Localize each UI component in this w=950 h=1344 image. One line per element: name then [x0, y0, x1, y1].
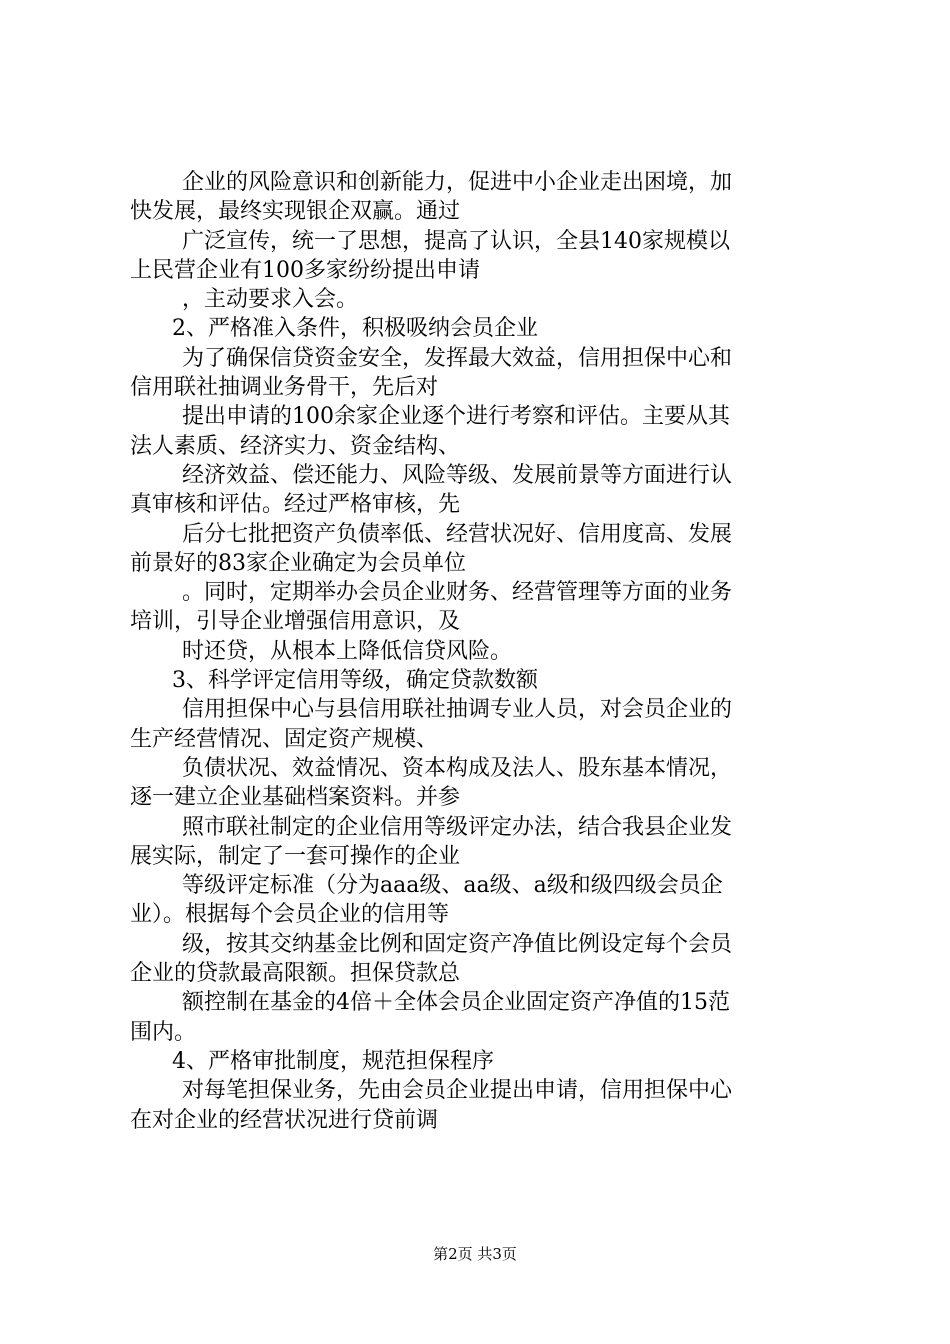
paragraph-line: 广泛宣传，统一了思想，提高了认识，全县140家规模以	[182, 228, 730, 254]
paragraph-line: 。同时，定期举办会员企业财务、经营管理等方面的业务	[182, 580, 733, 606]
paragraph-line: 生产经营情况、固定资产规模、	[130, 726, 439, 752]
paragraph-line: 负债状况、效益情况、资本构成及法人、股东基本情况，	[182, 755, 733, 781]
paragraph-line: 逐一建立企业基础档案资料。并参	[130, 785, 461, 811]
paragraph-line: 企业的贷款最高限额。担保贷款总	[130, 961, 461, 987]
paragraph-line: 企业的风险意识和创新能力，促进中小企业走出困境，加	[182, 170, 733, 195]
paragraph-line: 额控制在基金的4倍＋全体会员企业固定资产净值的15范	[182, 990, 730, 1016]
document-body	[130, 168, 830, 1135]
paragraph-line: 围内。	[130, 1019, 197, 1045]
paragraph-line: 快发展，最终实现银企双赢。通过	[130, 199, 461, 225]
paragraph-line: 法人素质、经济实力、资金结构、	[130, 433, 461, 459]
paragraph-line: 等级评定标准（分为aaa级、aa级、a级和级四级会员企	[182, 873, 723, 899]
paragraph-line: 业）。根据每个会员企业的信用等	[130, 902, 450, 928]
paragraph-line: 信用担保中心与县信用联社抽调专业人员，对会员企业的	[182, 697, 733, 723]
paragraph-line: 在对企业的经营状况进行贷前调	[130, 1107, 439, 1133]
paragraph-line: ，主动要求入会。	[182, 287, 359, 313]
section-heading: 4、严格审批制度，规范担保程序	[172, 1048, 494, 1074]
paragraph-line: 时还贷，从根本上降低信贷风险。	[182, 638, 513, 664]
paragraph-line: 信用联社抽调业务骨干，先后对	[130, 375, 439, 401]
paragraph-line: 为了确保信贷资金安全，发挥最大效益，信用担保中心和	[182, 345, 733, 371]
paragraph-line: 后分七批把资产负债率低、经营状况好、信用度高、发展	[182, 521, 733, 547]
paragraph-line: 前景好的83家企业确定为会员单位	[130, 550, 466, 576]
paragraph-line: 照市联社制定的企业信用等级评定办法，结合我县企业发	[182, 814, 733, 840]
page-footer: 第2页 共3页	[433, 1245, 517, 1263]
paragraph-line: 上民营企业有100多家纷纷提出申请	[130, 257, 480, 283]
section-heading: 3、科学评定信用等级，确定贷款数额	[172, 668, 538, 694]
section-heading: 2、严格准入条件，积极吸纳会员企业	[172, 316, 538, 342]
paragraph-line: 对每笔担保业务，先由会员企业提出申请，信用担保中心	[182, 1078, 733, 1104]
paragraph-line: 真审核和评估。经过严格审核，先	[130, 492, 461, 518]
paragraph-line: 培训，引导企业增强信用意识，及	[130, 609, 461, 635]
paragraph-line: 经济效益、偿还能力、风险等级、发展前景等方面进行认	[182, 462, 733, 488]
paragraph-line: 展实际，制定了一套可操作的企业	[130, 843, 461, 869]
paragraph-line: 提出申请的100余家企业逐个进行考察和评估。主要从其	[182, 404, 730, 430]
paragraph-line: 级，按其交纳基金比例和固定资产净值比例设定每个会员	[182, 931, 733, 957]
